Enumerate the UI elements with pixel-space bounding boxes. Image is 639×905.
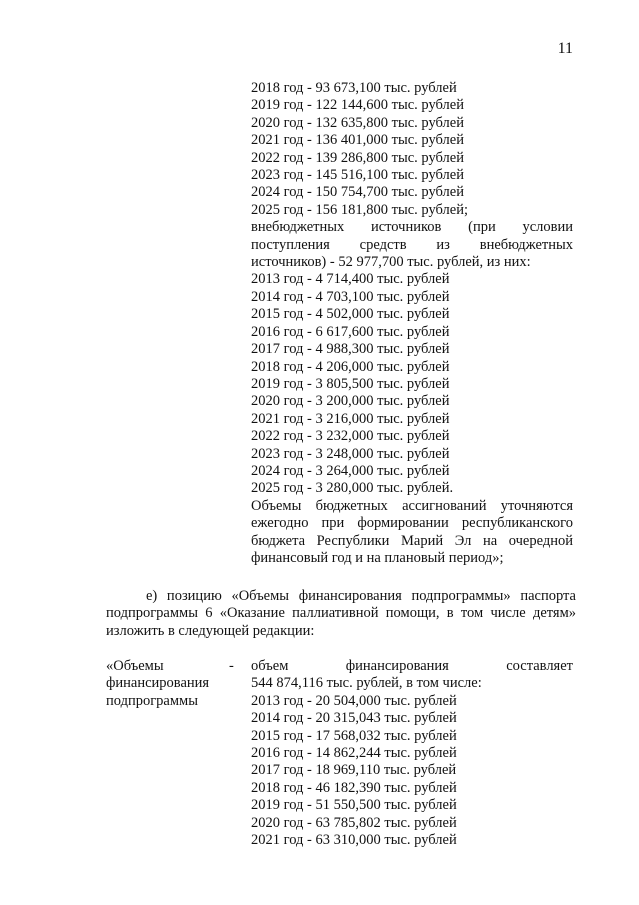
funding-header-line: объем финансирования составляет (251, 658, 573, 674)
extrabudget-year-line: 2018 год - 4 206,000 тыс. рублей (251, 358, 450, 375)
budget-year-line: 2024 год - 150 754,700 тыс. рублей (251, 184, 464, 201)
subprogram-funding-block (251, 658, 573, 849)
extrabudget-year-line: 2019 год - 3 805,500 тыс. рублей (251, 375, 450, 392)
extrabudget-year-line: 2020 год - 3 200,000 тыс. рублей (251, 393, 450, 410)
budget-year-line: 2025 год - 156 181,800 тыс. рублей; (251, 201, 468, 218)
subprogram-year-line: 2019 год - 51 550,500 тыс. рублей (251, 797, 457, 814)
subprogram-year-line: 2018 год - 46 182,390 тыс. рублей (251, 779, 457, 796)
position-label-line: «Объемы (106, 658, 164, 674)
extrabudget-year-line: 2016 год - 6 617,600 тыс. рублей (251, 323, 450, 340)
extrabudget-year-line: 2017 год - 4 988,300 тыс. рублей (251, 341, 450, 358)
label-dash: - (229, 658, 234, 674)
extrabudget-year-line: 2013 год - 4 714,400 тыс. рублей (251, 271, 450, 288)
subprogram-year-list (251, 693, 573, 850)
funding-total-line: 544 874,116 тыс. рублей, в том числе: (251, 675, 482, 692)
subprogram-year-line: 2013 год - 20 504,000 тыс. рублей (251, 692, 457, 709)
subprogram-year-line: 2016 год - 14 862,244 тыс. рублей (251, 745, 457, 762)
extrabudget-year-line: 2014 год - 4 703,100 тыс. рублей (251, 288, 450, 305)
allocation-note: Объемы бюджетных ассигнований уточняются ежегодно при формировании республиканского бюджета Республики Марий Эл на очередной финансовый год и на плановый период»; (251, 497, 573, 566)
subprogram-year-line: 2020 год - 63 785,802 тыс. рублей (251, 814, 457, 831)
page-number: 11 (557, 40, 573, 57)
extrabudget-heading-line-2: поступления средств из внебюджетных (251, 236, 573, 253)
subprogram-year-line: 2017 год - 18 969,110 тыс. рублей (251, 762, 457, 779)
extrabudget-total-line: источников) - 52 977,700 тыс. рублей, из них: (251, 254, 531, 271)
subprogram-year-line: 2014 год - 20 315,043 тыс. рублей (251, 710, 457, 727)
extrabudget-year-list (251, 271, 573, 497)
subprogram-year-line: 2021 год - 63 310,000 тыс. рублей (251, 832, 457, 849)
budget-year-line: 2019 год - 122 144,600 тыс. рублей (251, 97, 464, 114)
section-e-paragraph (106, 588, 576, 640)
extrabudget-year-line: 2021 год - 3 216,000 тыс. рублей (251, 410, 450, 427)
extrabudget-year-line: 2025 год - 3 280,000 тыс. рублей. (251, 480, 454, 497)
budget-year-line: 2023 год - 145 516,100 тыс. рублей (251, 167, 464, 184)
budget-year-line: 2018 год - 93 673,100 тыс. рублей (251, 80, 457, 96)
funding-continuation-block (251, 80, 573, 567)
extrabudget-year-line: 2022 год - 3 232,000 тыс. рублей (251, 428, 450, 445)
section-e-text: е) позицию «Объемы финансирования подпрограммы» паспорта подпрограммы 6 «Оказание паллиативной помощи, в том числе детям» изложить в следующей редакции: (106, 588, 576, 639)
budget-year-list (251, 80, 573, 219)
budget-year-line: 2020 год - 132 635,800 тыс. рублей (251, 114, 464, 131)
extrabudget-heading-line-1: внебюджетных источников (при условии (251, 219, 573, 236)
position-label-line: финансирования (106, 675, 210, 692)
extrabudget-year-line: 2023 год - 3 248,000 тыс. рублей (251, 445, 450, 462)
position-label-line: подпрограммы (106, 692, 198, 709)
position-label (106, 658, 231, 710)
subprogram-year-line: 2015 год - 17 568,032 тыс. рублей (251, 727, 457, 744)
budget-year-line: 2022 год - 139 286,800 тыс. рублей (251, 149, 464, 166)
extrabudget-year-line: 2015 год - 4 502,000 тыс. рублей (251, 306, 450, 323)
budget-year-line: 2021 год - 136 401,000 тыс. рублей (251, 132, 464, 149)
extrabudget-year-line: 2024 год - 3 264,000 тыс. рублей (251, 462, 450, 479)
